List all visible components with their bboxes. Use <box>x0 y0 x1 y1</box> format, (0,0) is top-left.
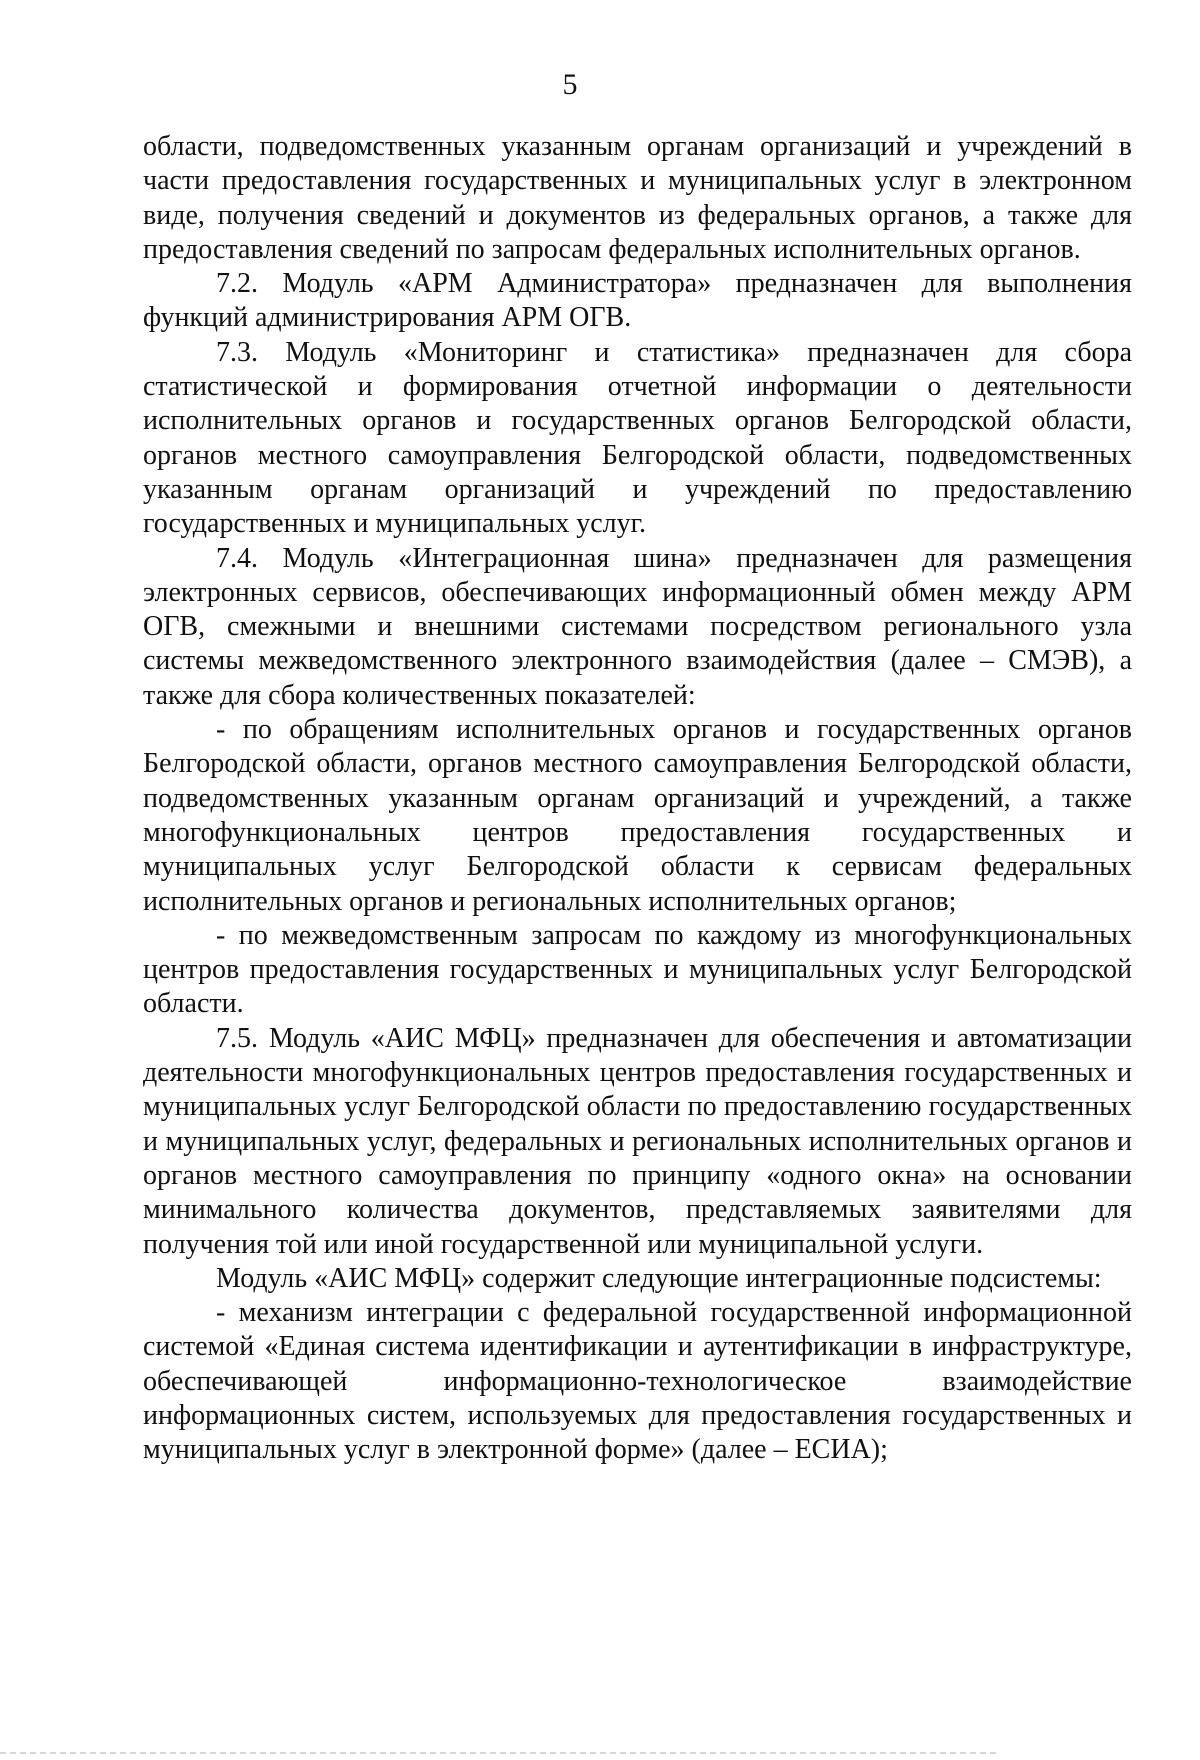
paragraph-continuation: области, подведомственных указанным органам организаций и учреждений в части предоставления государственных и муниципальных услуг в электронном виде, получения сведений и документов из федеральных органов, а также для предоставления сведений по запросам федеральных исполнительных органов. <box>143 131 1132 265</box>
list-item-esia: - механизм интеграции с федеральной государственной информационной системой «Единая система идентификации и аутентификации в инфраструктуре, обеспечивающей информационно-технологическое взаимодействие информационных систем, используемых для предоставления государственных и муниципальных услуг в электронной форме» (далее – ЕСИА); <box>143 1297 1132 1466</box>
list-item-requests: - по обращениям исполнительных органов и государственных органов Белгородской области, органов местного самоуправления Белгородской области, подведомственных указанным органам организаций и учреждений, а также многофункциональных центров предоставления государственных и муниципальных услуг Белгородской области к сервисам федеральных исполнительных органов и региональных исполнительных органов; <box>143 714 1132 917</box>
document-body <box>143 130 1132 1468</box>
scan-edge-line <box>0 1752 1000 1754</box>
list-item-interagency: - по межведомственным запросам по каждому из многофункциональных центров предоставления государственных и муниципальных услуг Белгородской области. <box>143 919 1132 1020</box>
page-number: 5 <box>562 68 578 101</box>
paragraph-7-2: 7.2. Модуль «АРМ Администратора» предназначен для выполнения функций администрирования АРМ ОГВ. <box>143 268 1132 334</box>
paragraph-7-3: 7.3. Модуль «Мониторинг и статистика» предназначен для сбора статистической и формирования отчетной информации о деятельности исполнительных органов и государственных органов Белгородской области, органов местного самоуправления Белгородской области, подведомственных указанным органам организаций и учреждений по предоставлению государственных и муниципальных услуг. <box>143 336 1132 540</box>
paragraph-ais-mfc: Модуль «АИС МФЦ» содержит следующие интеграционные подсистемы: <box>216 1262 1102 1294</box>
paragraph-7-4: 7.4. Модуль «Интеграционная шина» предназначен для размещения электронных сервисов, обеспечивающих информационный обмен между АРМ ОГВ, смежными и внешними системами посредством регионального узла системы межведомственного электронного взаимодействия (далее – СМЭВ), а также для сбора количественных показателей: <box>143 542 1132 711</box>
paragraph-7-5: 7.5. Модуль «АИС МФЦ» предназначен для обеспечения и автоматизации деятельности многофункциональных центров предоставления государственных и муниципальных услуг Белгородской области по предоставлению государственных и муниципальных услуг, федеральных и региональных исполнительных органов и органов местного самоуправления по принципу «одного окна» на основании минимального количества документов, представляемых заявителями для получения той или иной государственной или муниципальной услуги. <box>143 1022 1132 1260</box>
